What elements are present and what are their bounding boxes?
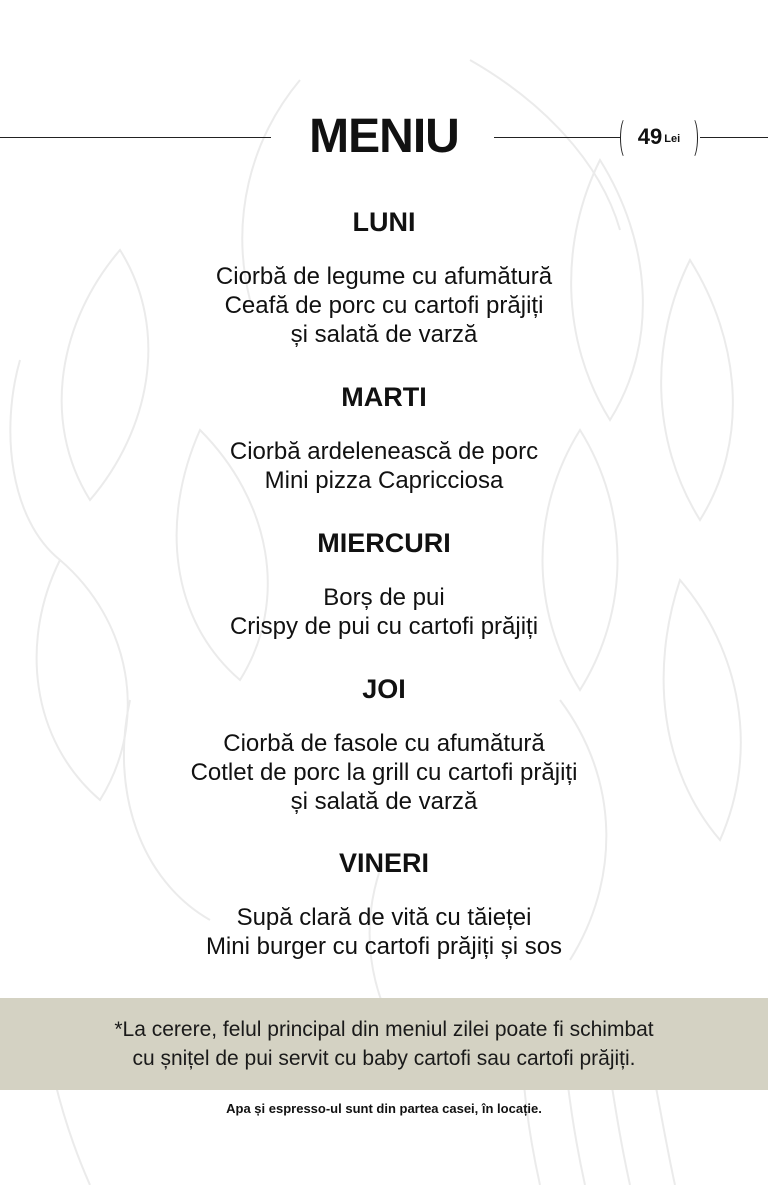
day-name: VINERI [338,848,430,878]
dish-list [0,729,768,816]
dish-item: Ciorbă de legume cu afumătură [215,263,553,290]
dish-item: Supă clară de vită cu tăieței [236,904,532,931]
day-friday [0,847,768,961]
day-monday [0,206,768,349]
price-badge [620,117,698,157]
dish-list [0,262,768,349]
menu-header [0,108,768,168]
dish-item: Mini burger cu cartofi prăjiți și sos [205,933,563,960]
menu-title: MENIU [309,110,459,163]
dish-item: Ciorbă ardelenească de porc [229,438,539,465]
dish-item: Crispy de pui cu cartofi prăjiți [229,613,539,640]
day-thursday [0,673,768,816]
header-rule-right [700,137,768,138]
dish-item: Cotlet de porc la grill cu cartofi prăjiți [190,759,578,786]
substitution-notice [0,998,768,1090]
day-tuesday [0,381,768,495]
day-wednesday [0,527,768,641]
day-name: MIERCURI [317,528,451,558]
price-value: 49 [637,124,663,149]
dish-item: și salată de varză [290,321,478,348]
dish-list [0,437,768,495]
notice-line: *La cerere, felul principal din meniul zilei poate fi schimbat [114,1018,654,1041]
footer-note: Apa și espresso-ul sunt din partea casei, în locație. [226,1101,542,1116]
dish-item: și salată de varză [290,788,478,815]
day-name: MARTI [341,382,427,412]
day-name: JOI [362,674,406,704]
dish-item: Mini pizza Capricciosa [264,467,504,494]
day-name: LUNI [352,207,416,237]
header-rule-middle [494,137,620,138]
price-bracket-left [620,117,632,159]
dish-item: Borș de pui [323,584,445,611]
dish-list [0,903,768,961]
dish-item: Ceafă de porc cu cartofi prăjiți [224,292,544,319]
dish-list [0,583,768,641]
dish-item: Ciorbă de fasole cu afumătură [223,730,545,757]
notice-line: cu șnițel de pui servit cu baby cartofi sau cartofi prăjiți. [132,1047,636,1070]
price-currency: Lei [664,133,681,145]
price-bracket-right [686,117,698,159]
